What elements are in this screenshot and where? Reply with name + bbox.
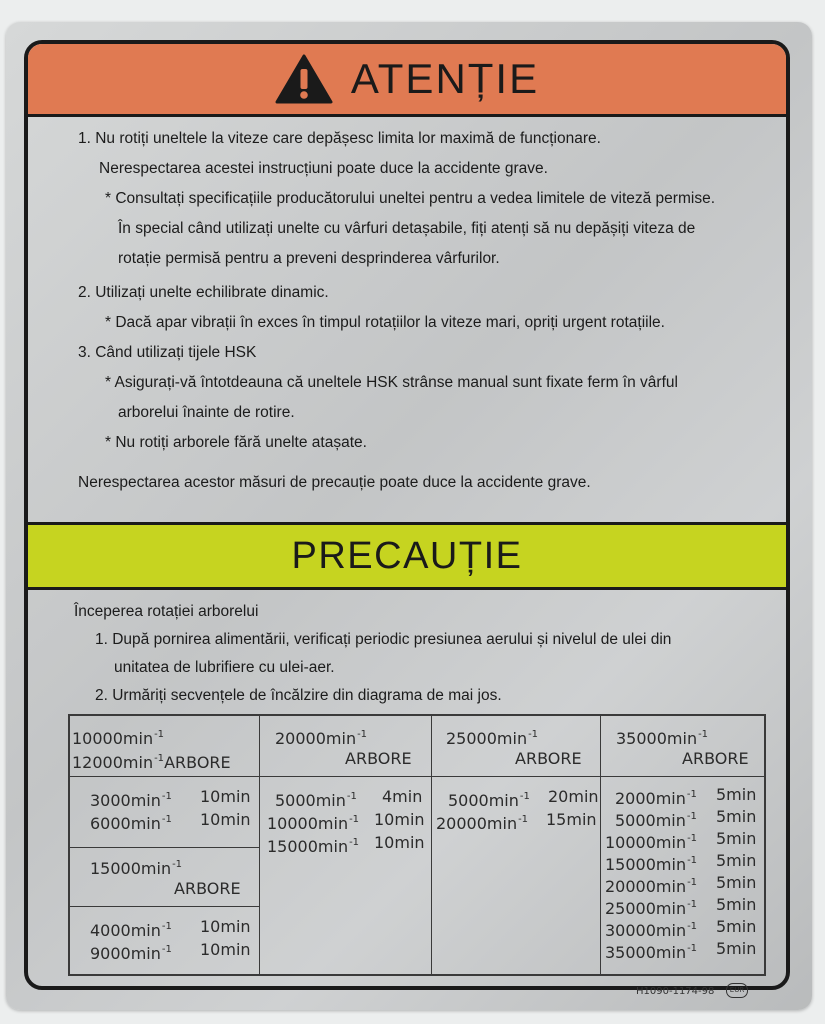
table-row: $20000\min^{-1}$ bbox=[436, 814, 529, 833]
table-divider bbox=[431, 716, 432, 974]
atentie-line: * Consultați specificațiile producătorului uneltei pentru a vedea limitele de viteză permise. bbox=[105, 190, 715, 207]
table-row: $10000\min^{-1}$ bbox=[267, 814, 360, 833]
precautie-text bbox=[74, 598, 774, 710]
table-row-time: 10min bbox=[374, 810, 425, 829]
table-row-time: 5min bbox=[716, 873, 757, 892]
table-row-time: 5min bbox=[716, 939, 757, 958]
atentie-line: * Asigurați-vă întotdeauna că uneltele HSK strânse manual sunt fixate ferm în vârful bbox=[105, 374, 678, 391]
atentie-line: * Nu rotiți arborele fără unelte atașate. bbox=[105, 434, 367, 451]
table-header-col1-sub: $15000\min^{-1}$ bbox=[90, 859, 183, 878]
table-row: $6000\min^{-1}$ bbox=[90, 814, 172, 833]
table-header-col3: $25000\min^{-1}$ bbox=[446, 729, 539, 748]
atentie-line: Nerespectarea acestor măsuri de precauție poate duce la accidente grave. bbox=[78, 474, 591, 491]
precautie-line: Începerea rotației arborelui bbox=[74, 603, 259, 620]
table-arbore-label: ARBORE bbox=[345, 749, 412, 768]
table-row-time: 5min bbox=[716, 829, 757, 848]
table-row-time: 5min bbox=[716, 807, 757, 826]
atentie-line: rotație permisă pentru a preveni desprinderea vârfurilor. bbox=[118, 250, 500, 267]
atentie-header bbox=[28, 44, 786, 117]
table-row: $20000\min^{-1}$ bbox=[605, 877, 698, 896]
table-row-time: 5min bbox=[716, 895, 757, 914]
precautie-line: unitatea de lubrifiere cu ulei-aer. bbox=[114, 659, 335, 676]
warmup-table bbox=[68, 714, 766, 976]
eur-badge: EUR bbox=[726, 983, 748, 998]
table-row: $10000\min^{-1}$ bbox=[605, 833, 698, 852]
table-header-col1: $12000\min^{-1}ARBORE$ bbox=[72, 753, 231, 772]
table-row: $3000\min^{-1}$ bbox=[90, 791, 172, 810]
table-divider bbox=[70, 906, 259, 907]
table-row: $4000\min^{-1}$ bbox=[90, 921, 172, 940]
table-row-time: 15min bbox=[546, 810, 597, 829]
table-row-time: 4min bbox=[382, 787, 423, 806]
table-row: $5000\min^{-1}$ bbox=[275, 791, 357, 810]
atentie-line: 3. Când utilizați tijele HSK bbox=[78, 344, 257, 361]
table-header-col2: $20000\min^{-1}$ bbox=[275, 729, 368, 748]
table-row: $30000\min^{-1}$ bbox=[605, 921, 698, 940]
precautie-header bbox=[28, 522, 786, 590]
precautie-line: 2. Urmăriți secvențele de încălzire din diagrama de mai jos. bbox=[95, 687, 502, 704]
table-header-col4: $35000\min^{-1}$ bbox=[616, 729, 709, 748]
table-divider bbox=[70, 776, 764, 777]
precautie-line: 1. După pornirea alimentării, verificați periodic presiunea aerului și nivelul de ulei din bbox=[95, 631, 672, 648]
table-row: $9000\min^{-1}$ bbox=[90, 944, 172, 963]
precautie-title: PRECAUȚIE bbox=[291, 534, 523, 577]
table-row: $35000\min^{-1}$ bbox=[605, 943, 698, 962]
atentie-line: * Dacă apar vibrații în exces în timpul rotațiilor la viteze mari, opriți urgent rotațiile. bbox=[105, 314, 665, 331]
table-divider bbox=[600, 716, 601, 974]
table-row-time: 5min bbox=[716, 917, 757, 936]
atentie-line: Nerespectarea acestei instrucțiuni poate duce la accidente grave. bbox=[99, 160, 548, 177]
table-row-time: 10min bbox=[200, 940, 251, 959]
warning-triangle-icon bbox=[275, 54, 333, 104]
table-divider bbox=[70, 847, 259, 848]
table-arbore-label: ARBORE bbox=[174, 879, 241, 898]
atentie-line: arborelui înainte de rotire. bbox=[118, 404, 295, 421]
table-row: $25000\min^{-1}$ bbox=[605, 899, 698, 918]
atentie-title: ATENȚIE bbox=[350, 55, 540, 102]
table-arbore-label: ARBORE bbox=[515, 749, 582, 768]
table-arbore-label: ARBORE bbox=[682, 749, 749, 768]
table-row: $15000\min^{-1}$ bbox=[267, 837, 360, 856]
table-divider bbox=[259, 716, 260, 974]
table-row-time: 10min bbox=[374, 833, 425, 852]
atentie-line: 2. Utilizați unelte echilibrate dinamic. bbox=[78, 284, 329, 301]
table-row: $5000\min^{-1}$ bbox=[448, 791, 530, 810]
atentie-line: 1. Nu rotiți uneltele la viteze care depășesc limita lor maximă de funcționare. bbox=[78, 130, 601, 147]
table-row-time: 5min bbox=[716, 785, 757, 804]
table-row-time: 10min bbox=[200, 917, 251, 936]
part-number: H1090-1174-98 bbox=[636, 986, 715, 997]
label-frame bbox=[24, 40, 790, 990]
table-row-time: 10min bbox=[200, 787, 251, 806]
table-row: $15000\min^{-1}$ bbox=[605, 855, 698, 874]
table-row-time: 10min bbox=[200, 810, 251, 829]
atentie-line: În special când utilizați unelte cu vârfuri detașabile, fiți atenți să nu depășiți viteza de bbox=[118, 220, 696, 237]
atentie-text bbox=[78, 124, 778, 498]
table-row: $2000\min^{-1}$ bbox=[615, 789, 697, 808]
table-header-col1: $10000\min^{-1}$ bbox=[72, 729, 165, 748]
table-row: $5000\min^{-1}$ bbox=[615, 811, 697, 830]
table-row-time: 20min bbox=[548, 787, 599, 806]
table-row-time: 5min bbox=[716, 851, 757, 870]
